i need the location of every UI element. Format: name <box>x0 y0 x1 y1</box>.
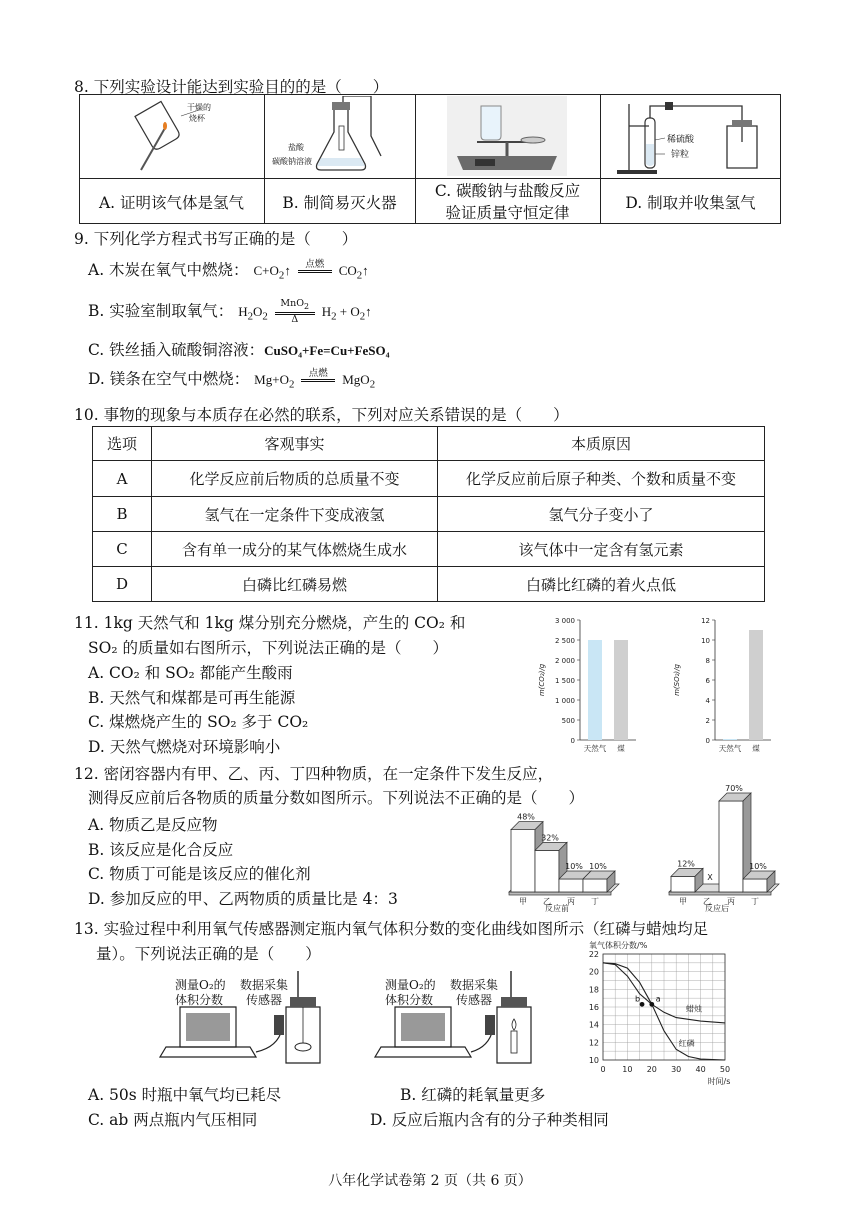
q9-option-d: D. 镁条在空气中燃烧： $Mg+O_2$ 点燃 MgO$_2$ <box>88 367 376 391</box>
after-value-label-1: X <box>707 873 713 882</box>
q9-option-c: C. 铁丝插入硫酸铜溶液：CuSO₄+Fe=Cu+FeSO₄ <box>88 341 390 359</box>
q11-option-a: A. CO₂ 和 SO₂ 都能产生酸雨 <box>88 664 293 682</box>
o2-point-b <box>640 1002 645 1007</box>
co2-x-label-0: 天然气 <box>583 744 607 753</box>
after-x-label-2: 丙 <box>727 897 735 906</box>
o2-x-tick-label: 0 <box>600 1065 606 1074</box>
q10-stem: 10. 事物的现象与本质存在必然的联系，下列对应关系错误的是（ ） <box>74 406 569 424</box>
q8-a-label-1: 干燥的 <box>187 103 211 112</box>
q11-option-c: C. 煤燃烧产生的 SO₂ 多于 CO₂ <box>88 713 309 731</box>
o2-series-label-phosphorus: 红磷 <box>678 1038 695 1048</box>
q8-option-c-line2: 验证质量守恒定律 <box>445 204 570 222</box>
o2-point-label-b: b <box>634 994 641 1004</box>
after-x-label-1: 乙 <box>703 897 711 906</box>
q13-stem-line2: 量）。下列说法正确的是（ ） <box>96 945 321 963</box>
q12-option-d: D. 参加反应的甲、乙两物质的质量比是 4：3 <box>88 890 398 908</box>
q10-row-c-option: C <box>93 532 152 567</box>
co2-y-tick-label: 2 500 <box>554 637 575 645</box>
o2-y-axis-label: 氧气体积分数/% <box>589 941 648 950</box>
o2-series-label-candle: 蜡烛 <box>685 1004 702 1014</box>
balance-scale-illustration <box>447 96 567 176</box>
q10-header-fact: 客观事实 <box>152 427 438 461</box>
q13-app2-label-3: 数据采集 <box>450 978 499 992</box>
before-bar-2 <box>559 879 583 892</box>
beaker-splint-illustration <box>119 98 239 176</box>
q13-app2-label-2: 体积分数 <box>385 993 434 1007</box>
so2-x-label-0: 天然气 <box>718 744 742 753</box>
after-x-label-0: 甲 <box>679 897 687 906</box>
q10-row-a-reason: 化学反应前后原子种类、个数和质量不变 <box>438 461 765 497</box>
before-bar-3 <box>583 879 607 892</box>
co2-y-tick-label: 1 000 <box>554 697 575 705</box>
after-value-label-3: 10% <box>749 862 767 871</box>
before-bar-0 <box>511 830 535 892</box>
so2-y-tick-label: 0 <box>705 737 710 745</box>
q12-option-b: B. 该反应是化合反应 <box>88 841 234 859</box>
q13-app1-label-2: 体积分数 <box>175 993 224 1007</box>
q9-option-b: B. 实验室制取氧气： $H_2O_2$ $\frac{MnO_2}{\Delta}$ $H_2$ + $O_2↑$ <box>88 298 372 325</box>
oxygen-fraction-line-chart <box>575 938 745 1093</box>
after-floor-front <box>669 892 771 895</box>
q12-option-c: C. 物质丁可能是该反应的催化剂 <box>88 865 311 883</box>
q10-header-option: 选项 <box>93 427 152 461</box>
so2-bar-chart <box>665 612 775 762</box>
q8-table <box>79 94 781 224</box>
q8-option-c-line1: C. 碳酸钠与盐酸反应 <box>434 182 581 200</box>
q13-app2-label-1: 测量O₂的 <box>385 978 436 992</box>
mass-fraction-before-chart <box>505 802 635 912</box>
q8-d-label-1: 稀硫酸 <box>667 135 695 145</box>
co2-y-tick-label: 1 500 <box>554 677 575 685</box>
so2-y-tick-label: 2 <box>705 717 710 725</box>
q10-row-b-fact: 氢气在一定条件下变成液氢 <box>152 497 438 532</box>
q13-option-b: B. 红磷的耗氧量更多 <box>400 1086 546 1104</box>
o2-x-tick-label: 40 <box>695 1065 706 1074</box>
so2-y-tick-label: 10 <box>701 637 710 645</box>
before-floor-front <box>509 892 611 895</box>
q11-option-d: D. 天然气燃烧对环境影响小 <box>88 738 281 756</box>
before-value-label-0: 48% <box>517 812 535 822</box>
o2-y-tick-label: 18 <box>588 985 599 995</box>
o2-y-tick-label: 22 <box>588 950 599 959</box>
q10-header-reason: 本质原因 <box>438 427 765 461</box>
q8-option-a: A. 证明该气体是氢气 <box>98 194 245 212</box>
co2-x-label-1: 煤 <box>617 744 625 753</box>
q11-option-b: B. 天然气和煤都是可再生能源 <box>88 689 296 707</box>
after-value-label-2: 70% <box>725 784 743 793</box>
q11-stem-line1: 11. 1kg 天然气和 1kg 煤分别充分燃烧，产生的 CO₂ 和 <box>74 614 466 632</box>
q13-option-c: C. ab 两点瓶内气压相同 <box>88 1111 258 1129</box>
o2-x-tick-label: 20 <box>646 1065 657 1074</box>
q8-a-label-2: 烧杯 <box>189 114 205 123</box>
q10-row-a-fact: 化学反应前后物质的总质量不变 <box>152 461 438 497</box>
after-bar-2 <box>719 801 743 892</box>
o2-y-tick-label: 10 <box>588 1056 599 1065</box>
so2-bar-0 <box>723 739 737 740</box>
q13-option-a: A. 50s 时瓶中氧气均已耗尽 <box>88 1086 282 1104</box>
q13-stem-line1: 13. 实验过程中利用氧气传感器测定瓶内氧气体积分数的变化曲线如图所示（红磷与蜡烛均足 <box>74 920 709 938</box>
co2-y-axis-label: m(CO₂)/g <box>538 663 546 697</box>
after-value-label-0: 12% <box>677 859 695 869</box>
before-title: 反应前 <box>545 904 569 912</box>
before-value-label-2: 10% <box>565 862 583 871</box>
q10-row-d-fact: 白磷比红磷易燃 <box>152 567 438 602</box>
before-x-label-3: 丁 <box>591 897 599 906</box>
so2-y-tick-label: 6 <box>705 677 710 685</box>
co2-bar-1 <box>614 640 628 740</box>
o2-point-label-a: a <box>655 994 661 1004</box>
o2-point-a <box>649 1002 654 1007</box>
q8-b-label-1: 盐酸 <box>288 143 304 152</box>
q8-stem: 8. 下列实验设计能达到实验目的的是（ ） <box>74 78 389 96</box>
o2-x-tick-label: 30 <box>671 1065 682 1074</box>
q12-stem-line2: 测得反应前后各物质的质量分数如图所示。下列说法不正确的是（ ） <box>88 789 585 807</box>
q12-stem-line1: 12. 密闭容器内有甲、乙、丙、丁四种物质，在一定条件下发生反应， <box>74 765 554 783</box>
q9-stem: 9. 下列化学方程式书写正确的是（ ） <box>74 230 358 248</box>
q13-app1-label-1: 测量O₂的 <box>175 978 226 992</box>
co2-y-tick-label: 0 <box>570 737 575 745</box>
q8-d-label-2: 锌粒 <box>671 150 690 160</box>
o2-x-axis-label: 时间/s <box>707 1077 731 1086</box>
q8-b-label-2: 碳酸钠溶液 <box>272 157 312 166</box>
so2-y-tick-label: 12 <box>701 617 710 625</box>
q13-app2-label-4: 传感器 <box>456 993 493 1007</box>
q11-stem-line2: SO₂ 的质量如右图所示，下列说法正确的是（ ） <box>88 639 448 657</box>
q13-option-d: D. 反应后瓶内含有的分子种类相同 <box>370 1111 609 1129</box>
q10-row-b-reason: 氢气分子变小了 <box>438 497 765 532</box>
q10-row-d-option: D <box>93 567 152 602</box>
so2-y-axis-label: m(SO₂)/g <box>673 664 681 696</box>
q8-option-d: D. 制取并收集氢气 <box>625 194 756 212</box>
co2-y-tick-label: 2 000 <box>554 657 575 665</box>
q8-option-b: B. 制简易灭火器 <box>282 194 397 212</box>
q10-row-c-reason: 该气体中一定含有氢元素 <box>438 532 765 567</box>
q9-option-a: A. 木炭在氧气中燃烧： $C+O_2↑$ 点燃 $CO_2↑$ <box>88 258 369 282</box>
co2-y-tick-label: 500 <box>561 717 575 725</box>
o2-y-tick-label: 16 <box>588 1003 599 1012</box>
o2-y-tick-label: 12 <box>588 1038 599 1048</box>
before-x-label-1: 乙 <box>543 897 551 906</box>
q10-table <box>92 426 765 602</box>
before-x-label-2: 丙 <box>567 897 575 906</box>
so2-y-tick-label: 8 <box>705 657 710 665</box>
so2-x-label-1: 煤 <box>752 744 760 753</box>
q13-app1-label-4: 传感器 <box>246 993 283 1007</box>
q12-option-a: A. 物质乙是反应物 <box>88 816 218 834</box>
page-footer: 八年化学试卷第 2 页（共 6 页） <box>328 1173 532 1189</box>
before-value-label-3: 10% <box>589 862 607 871</box>
q13-app1-label-3: 数据采集 <box>240 978 289 992</box>
before-x-label-0: 甲 <box>519 897 527 906</box>
after-x-label-3: 丁 <box>751 897 759 906</box>
after-bar-0 <box>671 876 695 892</box>
co2-y-tick-label: 3 000 <box>554 617 575 625</box>
q10-row-d-reason: 白磷比红磷的着火点低 <box>438 567 765 602</box>
before-value-label-1: 32% <box>541 833 559 843</box>
q10-row-a-option: A <box>93 461 152 497</box>
o2-y-tick-label: 20 <box>588 967 599 977</box>
o2-y-tick-label: 14 <box>588 1020 599 1030</box>
so2-bar-1 <box>749 630 763 740</box>
o2-x-tick-label: 50 <box>719 1065 731 1074</box>
after-bar-3 <box>743 879 767 892</box>
q10-row-b-option: B <box>93 497 152 532</box>
mass-fraction-after-chart <box>665 775 790 912</box>
o2-x-tick-label: 10 <box>622 1065 633 1074</box>
before-bar-1 <box>535 850 559 892</box>
q10-row-c-fact: 含有单一成分的某气体燃烧生成水 <box>152 532 438 567</box>
after-title: 反应后 <box>705 904 729 912</box>
so2-y-tick-label: 4 <box>705 697 710 705</box>
co2-bar-chart <box>530 612 670 762</box>
co2-bar-0 <box>588 640 602 740</box>
